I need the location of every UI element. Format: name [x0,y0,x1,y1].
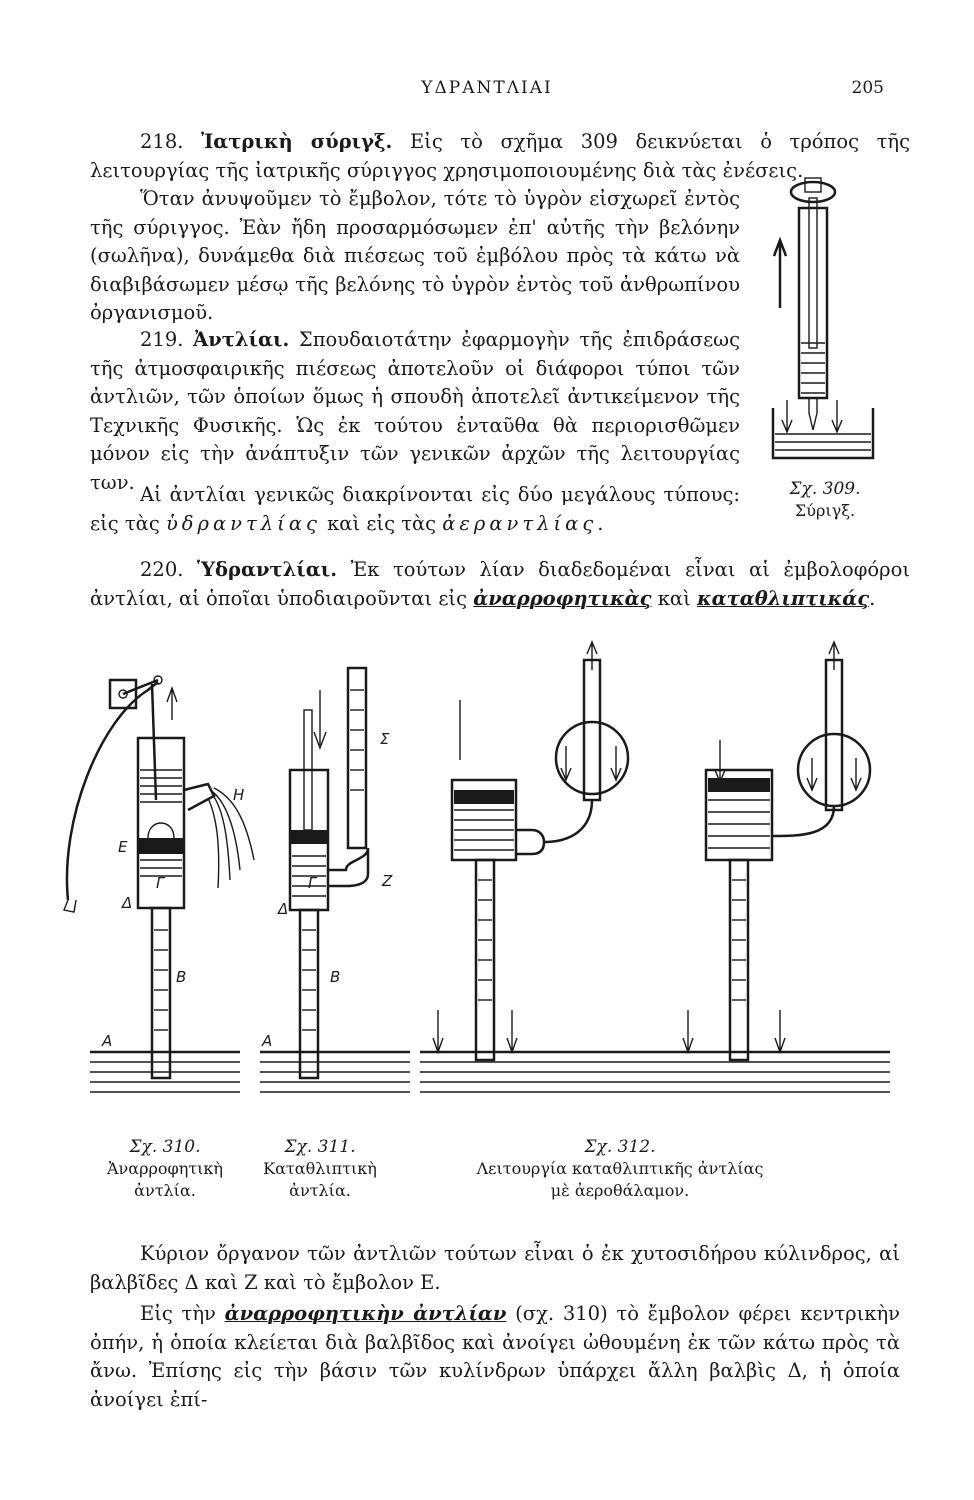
down-arrow-icon [851,758,861,790]
section-219-text: Σπουδαιοτάτην ἐφαρμογὴν τῆς ἐπιδράσεως τῆς ἀτμοσφαιρικῆς πιέσεως ἀποτελοῦν οἱ διάφοροι τύποι τῶν ἀντλιῶν, τῶν ὁποίων ὅμως ἡ σπουδὴ ἀποτελεῖ ἀντικείμενον τῆς Τεχνικῆς Φυσικῆς. Ὡς ἐκ τούτου ἐνταῦθα θὰ περιορισθῶμεν μόνον εἰς τὴν ἀνάπτυξιν τῶν γενικῶν ἀρχῶν τῆς λειτουργίας των. [90,328,740,494]
body-text-1: Κύριον ὄργανον τῶν ἀντλιῶν τούτων εἶναι ὁ ἐκ χυτοσιδήρου κύλινδρος, αἱ βαλβῖδες Δ καὶ Ζ καὶ τὸ ἔμβολον Ε. [90,1242,900,1294]
figure-310-suction-pump [40,660,273,1130]
label-B: B [330,968,341,986]
figure-311-caption [245,1136,395,1202]
air-chamber-pump-right [683,642,870,1060]
section-218-number: 218. [140,130,184,153]
section-219-number: 219. [140,328,184,351]
up-arrow-icon [167,688,177,720]
body-paragraph-2 [90,1300,900,1414]
term-anarrofitikin-antlian: ἀναρροφητικὴν ἀντλίαν [224,1302,507,1325]
figure-310-number: Σχ. 310. [129,1137,201,1157]
figure-309-number: Σχ. 309. [789,479,861,499]
valve-elbow [328,848,368,886]
section-218-text-2: Ὅταν ἀνυψοῦμεν τὸ ἔμβολον, τότε τὸ ὑγρὸν εἰσχωρεῖ ἐντὸς τῆς σύριγγος. Ἐὰν ἤδη προσαρμόσωμεν ἐπ' αὐτῆς τὴν βελόνην (σωλῆνα), δυνάμεθα διὰ πιέσεως τοῦ ἐμβόλου πρὸς τὰ κάτω νὰ διαβιβάσωμεν μέσῳ τῆς βελόνης τὸ ὑγρὸν ἐντὸς τοῦ ἀνθρωπίνου ὀργανισμοῦ. [90,187,740,324]
body-paragraph-1 [90,1240,900,1297]
label-A: A [102,1032,113,1050]
term-hydrantlias: ὑδραντλίας [165,511,321,535]
label-G: Γ [308,874,317,892]
figure-312-air-chamber-pump [420,640,900,1130]
label-G: Γ [156,874,165,892]
section-219-paragraph-2 [90,481,740,538]
pump-piston [138,838,184,854]
figure-310-line-1: Ἀναρροφητικὴ [106,1159,224,1178]
syringe-barrel [799,208,827,398]
section-219-paragraph [90,326,740,497]
figure-309-caption [760,478,890,522]
page-number: 205 [851,78,884,98]
reservoir-water [420,1052,890,1092]
pipe-water [154,930,168,1030]
down-arrow-icon [782,400,792,432]
label-B: B [176,968,187,986]
section-219-text-2c: . [597,511,604,535]
section-220-end: . [869,586,876,610]
section-219-text-2a: Αἱ ἀντλίαι γενικῶς διακρίνονται εἰς δύο μεγάλους τύπους: εἰς τὰς [90,483,740,535]
section-219-title: Ἀντλίαι. [193,328,290,351]
delivery-pipe-water [350,690,364,790]
label-D: Δ [122,894,133,912]
section-218-text: Εἰς τὸ σχῆμα 309 δεικνύεται ὁ τρόπος τῆς λειτουργίας τῆς ἰατρικῆς σύριγγος χρησιμοποιουμένης διὰ τὰς ἐνέσεις. [90,130,911,182]
section-220-mid: καὶ [651,586,697,610]
down-arrow-icon [314,690,326,748]
down-arrow-icon [507,1010,517,1052]
air-chamber-pump-left [433,642,628,1060]
body-text-2b: (σχ. 310) τὸ ἔμβολον φέρει κεντρικὴν ὀπήν, ἡ ὁποία κλείεται διὰ βαλβῖδος καὶ ἀνοίγει ὠθουμένη ἐκ τῶν κάτω πρὸς τὰ ἄνω. Ἐπίσης εἰς τὴν βάσιν τῶν κυλίνδρων ὑπάρχει ἄλλη βαλβὶς Δ, ἡ ὁποία ἀνοίγει ἐπί- [90,1302,900,1411]
figure-312-line-2: μὲ ἀεροθάλαμον. [550,1181,690,1200]
section-220-paragraph [90,556,910,613]
label-E: E [118,838,128,856]
spout [184,784,214,810]
figure-312-line-1: Λειτουργία καταθλιπτικῆς ἀντλίας [476,1159,764,1178]
piston-valve [148,823,174,838]
air-chamber [798,734,870,806]
down-arrow-icon [832,400,842,432]
label-A: A [262,1032,273,1050]
figure-311-line-2: ἀντλία. [289,1181,351,1200]
down-arrow-icon [561,746,571,780]
label-S: Σ [380,730,390,748]
section-219-text-2b: καὶ εἰς τὰς [320,511,443,535]
label-D: Δ [278,900,289,918]
section-220-title: Ὑδραντλίαι. [197,558,337,581]
reservoir-water [260,1052,410,1092]
term-katathliptikas: καταθλιπτικάς [696,586,870,610]
body-text-2a: Εἰς τὴν [140,1302,225,1325]
reservoir-water [90,1052,240,1092]
air-chamber [556,722,628,794]
delivery-pipe [348,668,366,848]
label-H: H [233,786,245,804]
label-Z: Z [382,872,393,890]
term-anarrofitikas: ἀναρροφητικὰς [473,586,652,610]
down-arrow-icon [775,1010,785,1052]
figure-309-syringe [765,168,885,468]
syringe-liquid [801,343,825,393]
figure-311-force-pump [250,660,420,1130]
vessel-liquid [775,434,871,450]
running-head: ΥΔΡΑΝΤΛΙΑΙ [421,78,553,98]
section-218-title: Ἰατρικὴ σύριγξ. [201,130,393,153]
up-arrow-icon [774,240,786,308]
section-220-number: 220. [140,558,184,581]
down-arrow-icon [807,758,817,790]
force-pump-piston [290,830,328,844]
term-aerantlias: ἀεραντλίας [442,511,598,535]
figure-310-caption [85,1136,245,1202]
up-arrow-icon [829,642,839,670]
figure-309-name: Σύριγξ. [794,501,856,520]
figure-312-number: Σχ. 312. [584,1137,656,1157]
section-220-text: Ἐκ τούτων λίαν διαδεδομέναι εἶναι αἱ ἐμβολοφόροι ἀντλίαι, αἱ ὁποῖαι ὑποδιαιροῦνται εἰς [90,558,910,610]
figure-310-line-2: ἀντλία. [134,1181,196,1200]
down-arrow-icon [715,740,725,782]
syringe-needle [809,398,817,430]
up-arrow-icon [587,642,597,670]
down-arrow-icon [683,1010,693,1052]
section-218-paragraph-2 [90,185,740,328]
pump-handle [67,682,158,900]
figure-311-line-1: Καταθλιπτικὴ [263,1159,377,1178]
pipe-water [302,930,316,1030]
figure-312-caption [440,1136,800,1202]
water-jet [208,788,254,888]
syringe-plunger-rod [809,198,817,348]
down-arrow-icon [433,1010,443,1052]
figure-311-number: Σχ. 311. [284,1137,356,1157]
down-arrow-icon [611,746,621,780]
